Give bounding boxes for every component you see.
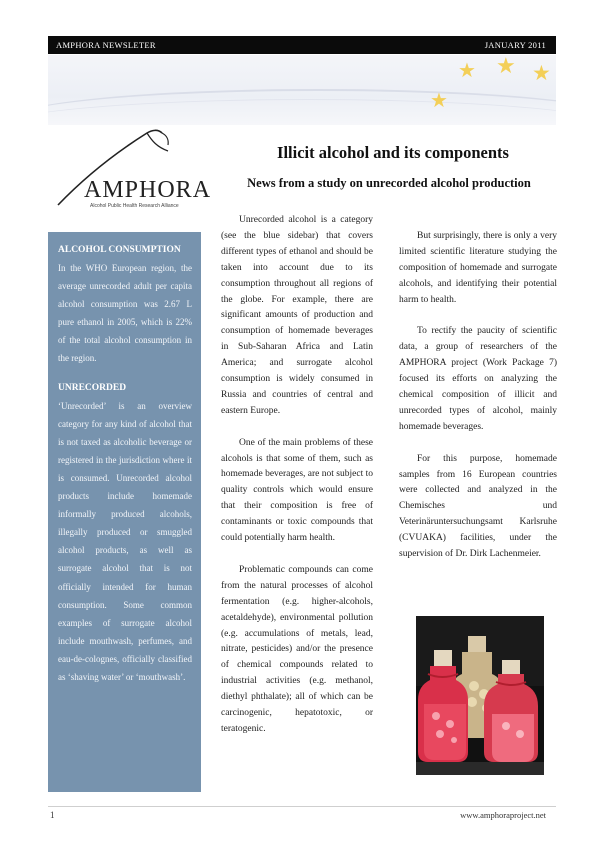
star-icon: ★ bbox=[430, 90, 448, 112]
sidebar-heading-alcohol-consumption: ALCOHOL CONSUMPTION bbox=[58, 245, 181, 255]
article-column-1 bbox=[221, 213, 373, 754]
paragraph: But surprisingly, there is only a very limited scientific literature studying the composition of homemade and surrogate alcohols, and identifying their potential harm to health. bbox=[399, 231, 557, 305]
bottles-photo bbox=[416, 616, 544, 775]
sidebar-text-unrecorded: ‘Unrecorded’ is an overview category for any kind of alcohol that is not taxed as alcoholic beverage or registered in the jurisdiction where it is consumed. Unrecorded alcohol products include homemade informally produced alcohols, illegally produced or smuggled alcohol products, as well as surrogate alcohol that is not officially intended for human consumption. Some common examples of surrogate alcohol include mouthwash, perfumes, and eau-de-colognes, officially classified as ‘shaving water’ or ‘mouthwash’. bbox=[58, 400, 192, 682]
paragraph: Problematic compounds can come from the natural processes of alcohol fermentation (e.g. higher-alcohols, acetaldehyde), environmental pollution (e.g. accumulations of metals, lead, nitrate, pesticides) and/or the presence of chemical compounds related to industrial activities (e.g. methanol, diethyl phthalate); all of which can be carcinogenic, hepatotoxic, or teratogenic. bbox=[221, 564, 373, 734]
header-banner bbox=[48, 55, 556, 125]
paragraph: To rectify the paucity of scientific data, a group of researchers of the AMPHORA project (Work Package 7) focused its efforts on analyzing the chemical composition of illicit and unrecorded types of alcohol, mainly homemade beverages. bbox=[399, 326, 557, 432]
newsletter-header-bar bbox=[48, 36, 556, 54]
page-number: 1 bbox=[50, 810, 55, 820]
star-icon: ★ bbox=[532, 61, 551, 85]
star-icon: ★ bbox=[496, 55, 516, 78]
amphora-logo bbox=[52, 125, 222, 215]
article-title: Illicit alcohol and its components bbox=[277, 143, 509, 162]
logo-wordmark: AMPHORA bbox=[84, 177, 212, 203]
paragraph: Unrecorded alcohol is a category (see the blue sidebar) that covers different types of ethanol and should be taken into account due to its consumption throughout all regions of the globe. For example, there are significant amounts of production and consumption of homemade beverages in Sub-Saharan Africa and Latin America; and surrogate alcohol consumption is widely consumed in Russia and countries of central and eastern Europe. bbox=[221, 215, 373, 416]
sidebar-text-alcohol-consumption: In the WHO European region, the average unrecorded adult per capita alcohol consumption was 2.67 L pure ethanol in 2005, which is 22% of the total alcohol consumption in the region. bbox=[58, 263, 192, 364]
star-icon: ★ bbox=[458, 60, 476, 82]
homemade-beverage-bottles-icon bbox=[416, 616, 544, 775]
sidebar-heading-unrecorded: UNRECORDED bbox=[58, 382, 127, 393]
article-subtitle: News from a study on unrecorded alcohol production bbox=[247, 176, 531, 190]
website-url: www.amphoraproject.net bbox=[460, 810, 546, 820]
paragraph: One of the main problems of these alcohols is that some of them, such as homemade beverages, are not subject to quality controls which would ensure that their composition is free of contaminants or toxic compounds that could potentially harm health. bbox=[221, 437, 373, 544]
paragraph: For this purpose, homemade samples from 16 European countries were collected and analyzed in the Chemisches und Veterinäruntersuchungsamt Karlsruhe (CVUAKA) facilities, under the supervision of Dr. Dirk Lachenmeier. bbox=[399, 453, 557, 560]
info-sidebar bbox=[48, 232, 201, 792]
article-column-2 bbox=[399, 229, 557, 579]
logo-tagline: Alcohol Public Health Research Alliance bbox=[90, 203, 179, 209]
newsletter-name: AMPHORA NEWSLETER bbox=[56, 40, 156, 50]
footer-divider bbox=[48, 806, 556, 807]
issue-date: JANUARY 2011 bbox=[484, 40, 546, 50]
